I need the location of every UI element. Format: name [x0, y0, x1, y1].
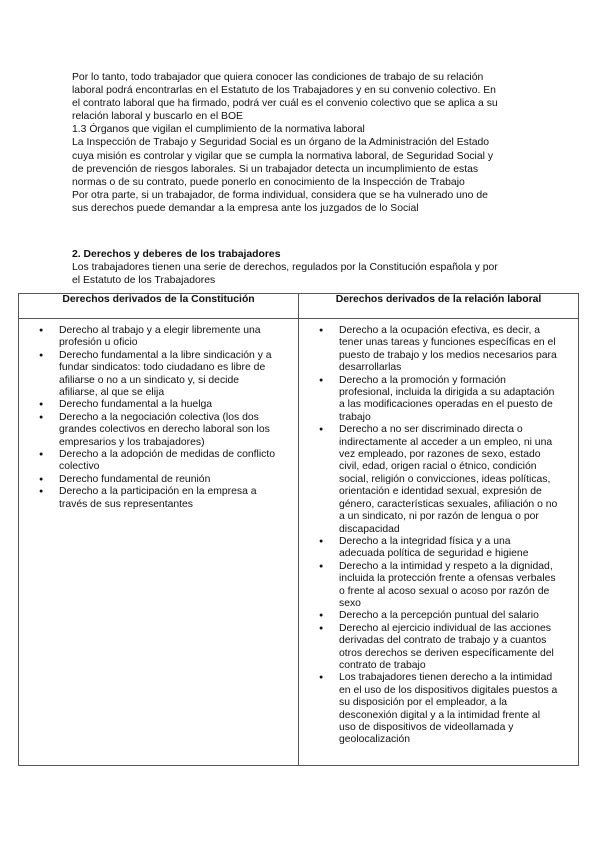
list-item-line: su disposición por el empleador, a la	[339, 697, 508, 709]
intro-line: Por otra parte, si un trabajador, de forma individual, considera que se ha vulnerado uno de	[72, 189, 488, 201]
list-item-line: Derecho fundamental a la huelga	[59, 399, 213, 411]
list-item-line: civil, edad, origen racial o étnico, condición	[339, 461, 537, 473]
list-item-line: indirectamente al acceder a un empleo, ni una	[339, 436, 553, 448]
list-item	[59, 325, 292, 350]
list-item-line: contrato de trabajo	[339, 659, 426, 671]
list-item	[59, 412, 292, 449]
header-labor-relation: Derechos derivados de la relación laboral	[299, 294, 579, 319]
list-item-line: grandes colectivos en derecho laboral son los	[59, 424, 270, 436]
list-item	[339, 672, 572, 746]
intro-line: de prevención de riesgos laborales. Si un trabajador detecta un incumplimiento de estas	[72, 163, 479, 175]
list-item-line: profesión u oficio	[59, 337, 138, 349]
list-item-line: afiliarse, al que se elija	[59, 387, 165, 399]
list-item-line: orientación e identidad sexual, expresión de	[339, 486, 542, 498]
intro-line: laboral podrá encontrarlas en el Estatuto de los Trabajadores y en su convenio colectivo. En	[72, 85, 496, 97]
list-item-line: adecuada política de seguridad e higiene	[339, 548, 529, 560]
intro-line: Por lo tanto, todo trabajador que quiera conocer las condiciones de trabajo de su relación	[72, 72, 484, 83]
intro-text	[72, 71, 532, 215]
list-item	[339, 610, 572, 622]
list-item-line: Derecho a la intimidad y respeto a la dignidad,	[339, 560, 553, 572]
intro-line: La Inspección de Trabajo y Seguridad Social es un órgano de la Administración del Estado	[72, 137, 490, 149]
list-item-line: uso de dispositivos de videollamada y	[339, 722, 514, 733]
list-item	[59, 399, 292, 411]
list-item-line: Derecho a la adopción de medidas de conflicto	[59, 449, 276, 461]
list-item-line: empresarios y los trabajadores)	[59, 436, 205, 448]
list-item-line: derivadas del contrato de trabajo y a cuantos	[339, 635, 547, 647]
list-item-line: Derecho fundamental a la libre sindicación y a	[59, 349, 272, 361]
list-item-line: desarrollarlas	[339, 362, 402, 374]
list-item-line: través de sus representantes	[59, 498, 193, 510]
list-item-line: Derecho fundamental de reunión	[59, 473, 211, 485]
list-item-line: puesto de trabajo y los medios necesarios para	[339, 349, 557, 361]
list-item-line: Derecho a la percepción puntual del salario	[339, 610, 539, 622]
list-item-line: género, características sexuales, afiliación o no	[339, 498, 558, 510]
section-heading: 2. Derechos y deberes de los trabajadores	[72, 249, 281, 260]
list-item-line: Derecho a no ser discriminado directa o	[339, 424, 523, 436]
intro-line: sus derechos puede demandar a la empresa ante los juzgados de lo Social	[72, 202, 419, 214]
list-item	[59, 474, 292, 486]
list-item	[339, 536, 572, 561]
header-constitution: Derechos derivados de la Constitución	[19, 294, 299, 319]
intro-line: normas o de su contrato, puede ponerlo en conocimiento de la Inspección de Trabajo	[72, 176, 465, 188]
list-item-line: Derecho a la negociación colectiva (los dos	[59, 411, 259, 423]
list-item-line: en el uso de los dispositivos digitales puestos a	[339, 684, 558, 696]
list-item-line: otros derechos se deriven específicamente del	[339, 647, 554, 659]
subsection-title: 1.3 Órganos que vigilan el cumplimiento de la normativa laboral	[72, 124, 365, 136]
table-row	[19, 319, 579, 766]
list-item-line: sexo	[339, 597, 361, 609]
list-item-line: Derecho a la participación en la empresa a	[59, 486, 257, 498]
list-item-line: Derecho a la promoción y formación	[339, 374, 506, 386]
list-item-line: Derecho a la ocupación efectiva, es decir, a	[339, 325, 541, 336]
section-line: Los trabajadores tienen una serie de derechos, regulados por la Constitución española y por	[72, 261, 498, 273]
list-item-line: tener unas tareas y funciones específicas en el	[339, 337, 556, 349]
intro-line: cuya misión es controlar y vigilar que se cumpla la normativa laboral, de Seguridad Social y	[72, 150, 494, 162]
intro-line: relación laboral y buscarlo en el BOE	[72, 111, 243, 123]
list-item-line: a un sindicato, ni por razón de lengua o por	[339, 511, 539, 523]
list-item	[339, 325, 572, 375]
list-item	[339, 375, 572, 425]
list-item-line: Derecho a la integridad física y a una	[339, 535, 511, 547]
section-line: el Estatuto de los Trabajadores	[72, 274, 216, 286]
list-item	[59, 486, 292, 511]
constitution-rights-list	[23, 325, 292, 511]
list-item-line: afiliarse o no a un sindicato y, si decide	[59, 374, 240, 386]
section-rights	[72, 249, 532, 287]
list-item-line: trabajo	[339, 411, 371, 423]
list-item-line: colectivo	[59, 461, 100, 473]
list-item-line: desconexión digital y a la intimidad frente al	[339, 709, 541, 721]
list-item-line: incluida la protección frente a ofensas verbales	[339, 573, 556, 585]
list-item	[339, 623, 572, 673]
list-item-line: o frente al acoso sexual o acoso por razón de	[339, 585, 550, 597]
list-item-line: Los trabajadores tienen derecho a la intimidad	[339, 672, 553, 684]
rights-table	[18, 293, 579, 766]
list-item-line: social, religión o convicciones, ideas políticas,	[339, 473, 551, 485]
list-item	[339, 424, 572, 536]
constitution-rights-cell	[19, 319, 299, 766]
list-item	[339, 561, 572, 611]
list-item-line: vez empleado, por razones de sexo, estado	[339, 449, 541, 461]
list-item-line: fundar sindicatos: todo ciudadano es libre de	[59, 362, 266, 374]
list-item-line: profesional, incluida la dirigida a su adaptación	[339, 387, 555, 399]
list-item	[59, 449, 292, 474]
list-item-line: Derecho al ejercicio individual de las acciones	[339, 622, 551, 634]
list-item-line: geolocalización	[339, 734, 411, 746]
intro-line: el contrato laboral que ha firmado, podrá ver cuál es el convenio colectivo que se aplica a su	[72, 98, 498, 110]
list-item-line: Derecho al trabajo y a elegir libremente una	[59, 325, 261, 336]
labor-rights-cell	[299, 319, 579, 766]
list-item-line: discapacidad	[339, 523, 400, 535]
labor-rights-list	[303, 325, 572, 747]
list-item	[59, 350, 292, 400]
table-header-row	[19, 294, 579, 319]
list-item-line: a las modificaciones operadas en el puesto de	[339, 399, 553, 411]
